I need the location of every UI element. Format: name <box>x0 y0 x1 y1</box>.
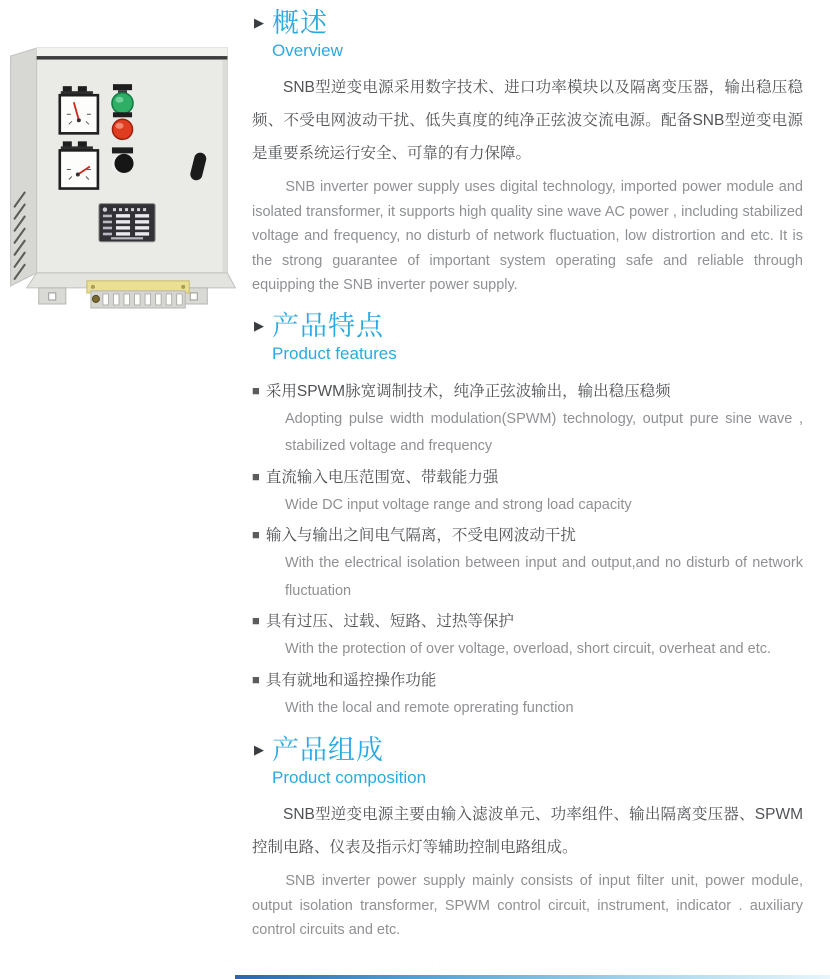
feature-text-zh: 采用SPWM脉宽调制技术，纯净正弦波输出，输出稳压稳频 <box>265 382 671 400</box>
composition-paragraph-zh: SNB型逆变电源主要由输入滤波单元、功率组件、输出隔离变压器、SPWM控制电路、仪表及指示灯等辅助控制电路组成。 <box>252 806 803 856</box>
triangle-bullet-icon: ▶ <box>254 317 264 333</box>
red-button-icon <box>112 112 132 139</box>
inverter-cabinet-image <box>6 40 238 316</box>
section-composition <box>252 735 803 943</box>
feature-text-en: Wide DC input voltage range and strong load capacity <box>285 496 632 513</box>
analog-meter-bottom <box>60 141 98 188</box>
terminal-strip <box>87 281 189 308</box>
square-bullet-icon: ■ <box>252 671 260 687</box>
section-title-en: Overview <box>272 41 343 60</box>
feature-item <box>252 463 803 520</box>
section-features-header <box>252 311 803 365</box>
section-title-en: Product composition <box>272 768 427 787</box>
triangle-bullet-icon: ▶ <box>254 15 264 30</box>
green-button-icon <box>112 84 133 114</box>
feature-text-en: With the protection of over voltage, overload, short circuit, overheat and etc. <box>285 641 772 657</box>
feature-text-zh: 输入与输出之间电气隔离，不受电网波动干扰 <box>265 527 576 544</box>
section-title-zh: 产品组成 <box>272 735 384 765</box>
analog-meter-top <box>60 86 98 133</box>
feature-text-zh: 具有就地和遥控操作功能 <box>265 671 437 689</box>
section-composition-header <box>252 735 803 789</box>
feature-text-en: Adopting pulse width modulation(SPWM) technology, output pure sine wave , stabilized voltage and frequency <box>285 410 803 454</box>
control-knob-icon <box>111 147 133 173</box>
product-photo <box>6 40 238 316</box>
feature-text-zh: 直流输入电压范围宽、带载能力强 <box>265 468 499 486</box>
section-title-zh: 概述 <box>272 8 328 38</box>
feature-item <box>252 666 803 723</box>
overview-paragraph-en: SNB inverter power supply uses digital technology, imported power module and isolated transformer, it supports high quality sine wave AC power , including stabilized voltage and frequency, no disturb of network fluctuation, low distrortion and etc. It is the strong guarantee of important system operating safe and reliable through equipping the SNB inverter power supply. <box>252 179 803 293</box>
section-title-en: Product features <box>272 343 397 363</box>
feature-list <box>252 377 803 723</box>
section-overview-header <box>252 8 803 62</box>
feature-item <box>252 377 803 461</box>
feature-item <box>252 607 803 664</box>
feature-text-en: With the local and remote oprerating function <box>285 699 574 716</box>
square-bullet-icon: ■ <box>252 613 260 628</box>
square-bullet-icon: ■ <box>252 527 260 542</box>
overview-paragraph-zh: SNB型逆变电源采用数字技术、进口功率模块以及隔离变压器，输出稳压稳频、不受电网波动干扰、低失真度的纯净正弦波交流电源。配备SNB型逆变电源是重要系统运行安全、可靠的有力保障。 <box>252 79 803 162</box>
section-overview <box>252 8 803 298</box>
feature-text-zh: 具有过压、过载、短路、过热等保护 <box>265 613 514 630</box>
square-bullet-icon: ■ <box>252 382 260 398</box>
square-bullet-icon: ■ <box>252 468 260 484</box>
cabinet-side-panel <box>11 48 37 286</box>
composition-paragraph-en: SNB inverter power supply mainly consists of input filter unit, power module, output isolation transformer, SPWM control circuit, instrument, indicator . auxiliary control circuits and etc. <box>252 873 803 938</box>
section-title-zh: 产品特点 <box>272 310 384 341</box>
triangle-bullet-icon: ▶ <box>254 742 264 757</box>
nameplate <box>99 204 155 242</box>
feature-item <box>252 521 803 605</box>
feature-text-en: With the electrical isolation between input and output,and no disturb of network fluctuation <box>285 555 803 599</box>
section-features <box>252 311 803 723</box>
footer-accent-bar <box>235 975 830 979</box>
content-column <box>252 0 803 943</box>
